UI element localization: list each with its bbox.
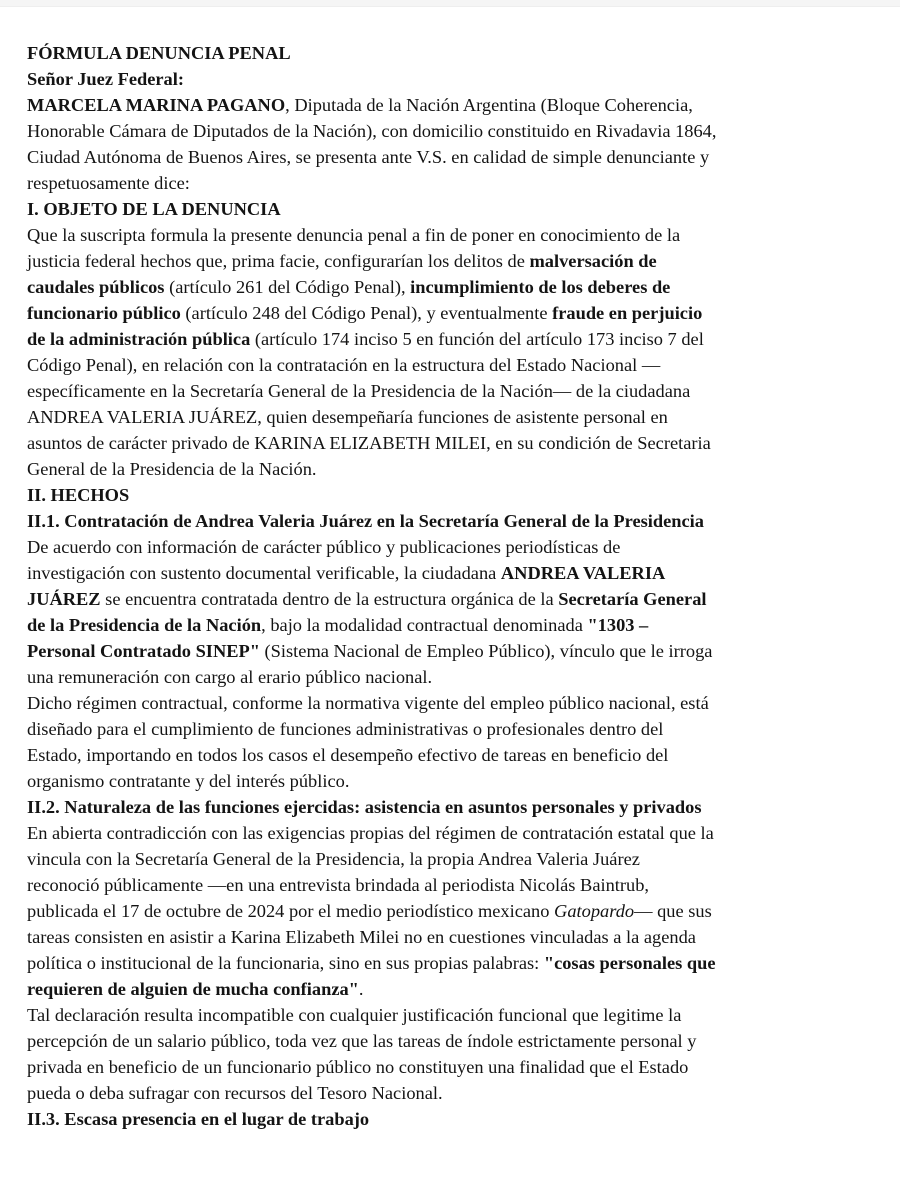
text-run: (artículo 174 inciso 5 en función del artículo 173 inciso 7 del xyxy=(250,329,704,349)
bold-run: malversación de xyxy=(529,251,657,271)
text-run: (artículo 248 del Código Penal), y eventualmente xyxy=(180,303,553,323)
text-line: respetuosamente dice: xyxy=(27,173,190,193)
text-run: (Sistema Nacional de Empleo Público), vínculo que le irroga xyxy=(259,641,713,661)
subsection-1-paragraph-2 xyxy=(27,690,887,794)
text-run: , bajo la modalidad contractual denominada xyxy=(261,615,588,635)
intro-paragraph xyxy=(27,92,887,196)
subsection-2-paragraph-1 xyxy=(27,820,887,1002)
subsection-heading-3: II.3. Escasa presencia en el lugar de trabajo xyxy=(27,1109,370,1129)
subsection-heading-2: II.2. Naturaleza de las funciones ejercidas: asistencia en asuntos personales y privados xyxy=(27,797,702,817)
bold-run: incumplimiento de los deberes de xyxy=(410,277,671,297)
text-line: percepción de un salario público, toda vez que las tareas de índole estrictamente personal y xyxy=(27,1031,697,1051)
bold-run: requieren de alguien de mucha confianza" xyxy=(27,979,359,999)
text-line xyxy=(27,560,887,586)
text-line xyxy=(27,612,887,638)
text-line: privada en beneficio de un funcionario público no constituyen una finalidad que el Estado xyxy=(27,1057,689,1077)
text-line: vincula con la Secretaría General de la Presidencia, la propia Andrea Valeria Juárez xyxy=(27,849,640,869)
text-line: Tal declaración resulta incompatible con cualquier justificación funcional que legitime la xyxy=(27,1005,682,1025)
text-run: justicia federal hechos que, prima facie, configurarían los delitos de xyxy=(27,251,530,271)
text-line: Dicho régimen contractual, conforme la normativa vigente del empleo público nacional, está xyxy=(27,693,709,713)
text-line: pueda o deba sufragar con recursos del Tesoro Nacional. xyxy=(27,1083,443,1103)
bold-run: JUÁREZ xyxy=(27,589,101,609)
text-line: específicamente en la Secretaría General de la Presidencia de la Nación— de la ciudadana xyxy=(27,381,691,401)
subsection-2-paragraph-2 xyxy=(27,1002,887,1106)
text-line: ANDREA VALERIA JUÁREZ, quien desempeñaría funciones de asistente personal en xyxy=(27,407,668,427)
text-run: — que sus xyxy=(634,901,712,921)
text-line: organismo contratante y del interés público. xyxy=(27,771,350,791)
bold-run: funcionario público xyxy=(27,303,181,323)
bold-run: "1303 – xyxy=(587,615,649,635)
text-line: asuntos de carácter privado de KARINA ELIZABETH MILEI, en su condición de Secretaria xyxy=(27,433,711,453)
text-line: Honorable Cámara de Diputados de la Nación), con domicilio constituido en Rivadavia 1864, xyxy=(27,121,717,141)
subsection-1-paragraph-1 xyxy=(27,534,887,690)
bold-run: Secretaría General xyxy=(558,589,707,609)
subsection-heading-1: II.1. Contratación de Andrea Valeria Juárez en la Secretaría General de la Presidencia xyxy=(27,511,704,531)
text-line: tareas consisten en asistir a Karina Elizabeth Milei no en cuestiones vinculadas a la agenda xyxy=(27,927,696,947)
text-line: una remuneración con cargo al erario público nacional. xyxy=(27,667,433,687)
top-bar xyxy=(0,0,900,7)
text-line xyxy=(27,274,887,300)
bold-run: de la Presidencia de la Nación xyxy=(27,615,262,635)
text-line xyxy=(27,976,887,1002)
text-line: Que la suscripta formula la presente denuncia penal a fin de poner en conocimiento de la xyxy=(27,225,681,245)
bold-run: "cosas personales que xyxy=(543,953,716,973)
text-run: , Diputada de la Nación Argentina (Bloque Coherencia, xyxy=(285,95,693,115)
document-page xyxy=(27,40,887,1132)
text-line: Código Penal), en relación con la contratación en la estructura del Estado Nacional — xyxy=(27,355,661,375)
text-line xyxy=(27,586,887,612)
bold-run: ANDREA VALERIA xyxy=(500,563,666,583)
document-title: FÓRMULA DENUNCIA PENAL xyxy=(27,43,291,63)
text-line xyxy=(27,638,887,664)
text-line: De acuerdo con información de carácter público y publicaciones periodísticas de xyxy=(27,537,621,557)
salutation: Señor Juez Federal: xyxy=(27,69,184,89)
text-run: se encuentra contratada dentro de la estructura orgánica de la xyxy=(100,589,559,609)
text-line: diseñado para el cumplimiento de funciones administrativas o profesionales dentro del xyxy=(27,719,664,739)
text-run: investigación con sustento documental verificable, la ciudadana xyxy=(27,563,501,583)
text-run: (artículo 261 del Código Penal), xyxy=(164,277,411,297)
text-line xyxy=(27,898,887,924)
text-line xyxy=(27,326,887,352)
text-run: . xyxy=(358,979,364,999)
text-line xyxy=(27,950,887,976)
text-line: En abierta contradicción con las exigencias propias del régimen de contratación estatal que la xyxy=(27,823,714,843)
complainant-name: MARCELA MARINA PAGANO xyxy=(27,95,286,115)
section-objeto-paragraph xyxy=(27,222,887,482)
section-heading-objeto: I. OBJETO DE LA DENUNCIA xyxy=(27,199,281,219)
text-run: política o institucional de la funcionaria, sino en sus propias palabras: xyxy=(27,953,544,973)
text-line: Ciudad Autónoma de Buenos Aires, se presenta ante V.S. en calidad de simple denunciante y xyxy=(27,147,710,167)
bold-run: fraude en perjuicio xyxy=(552,303,703,323)
section-heading-hechos: II. HECHOS xyxy=(27,485,130,505)
text-run: publicada el 17 de octubre de 2024 por el medio periodístico mexicano xyxy=(27,901,555,921)
text-line xyxy=(27,248,887,274)
bold-run: caudales públicos xyxy=(27,277,165,297)
text-line xyxy=(27,92,887,118)
text-line: reconoció públicamente —en una entrevista brindada al periodista Nicolás Baintrub, xyxy=(27,875,650,895)
text-line xyxy=(27,300,887,326)
bold-run: Personal Contratado SINEP" xyxy=(27,641,260,661)
text-line: General de la Presidencia de la Nación. xyxy=(27,459,317,479)
italic-run: Gatopardo xyxy=(554,901,635,921)
bold-run: de la administración pública xyxy=(27,329,251,349)
text-line: Estado, importando en todos los casos el desempeño efectivo de tareas en beneficio del xyxy=(27,745,669,765)
